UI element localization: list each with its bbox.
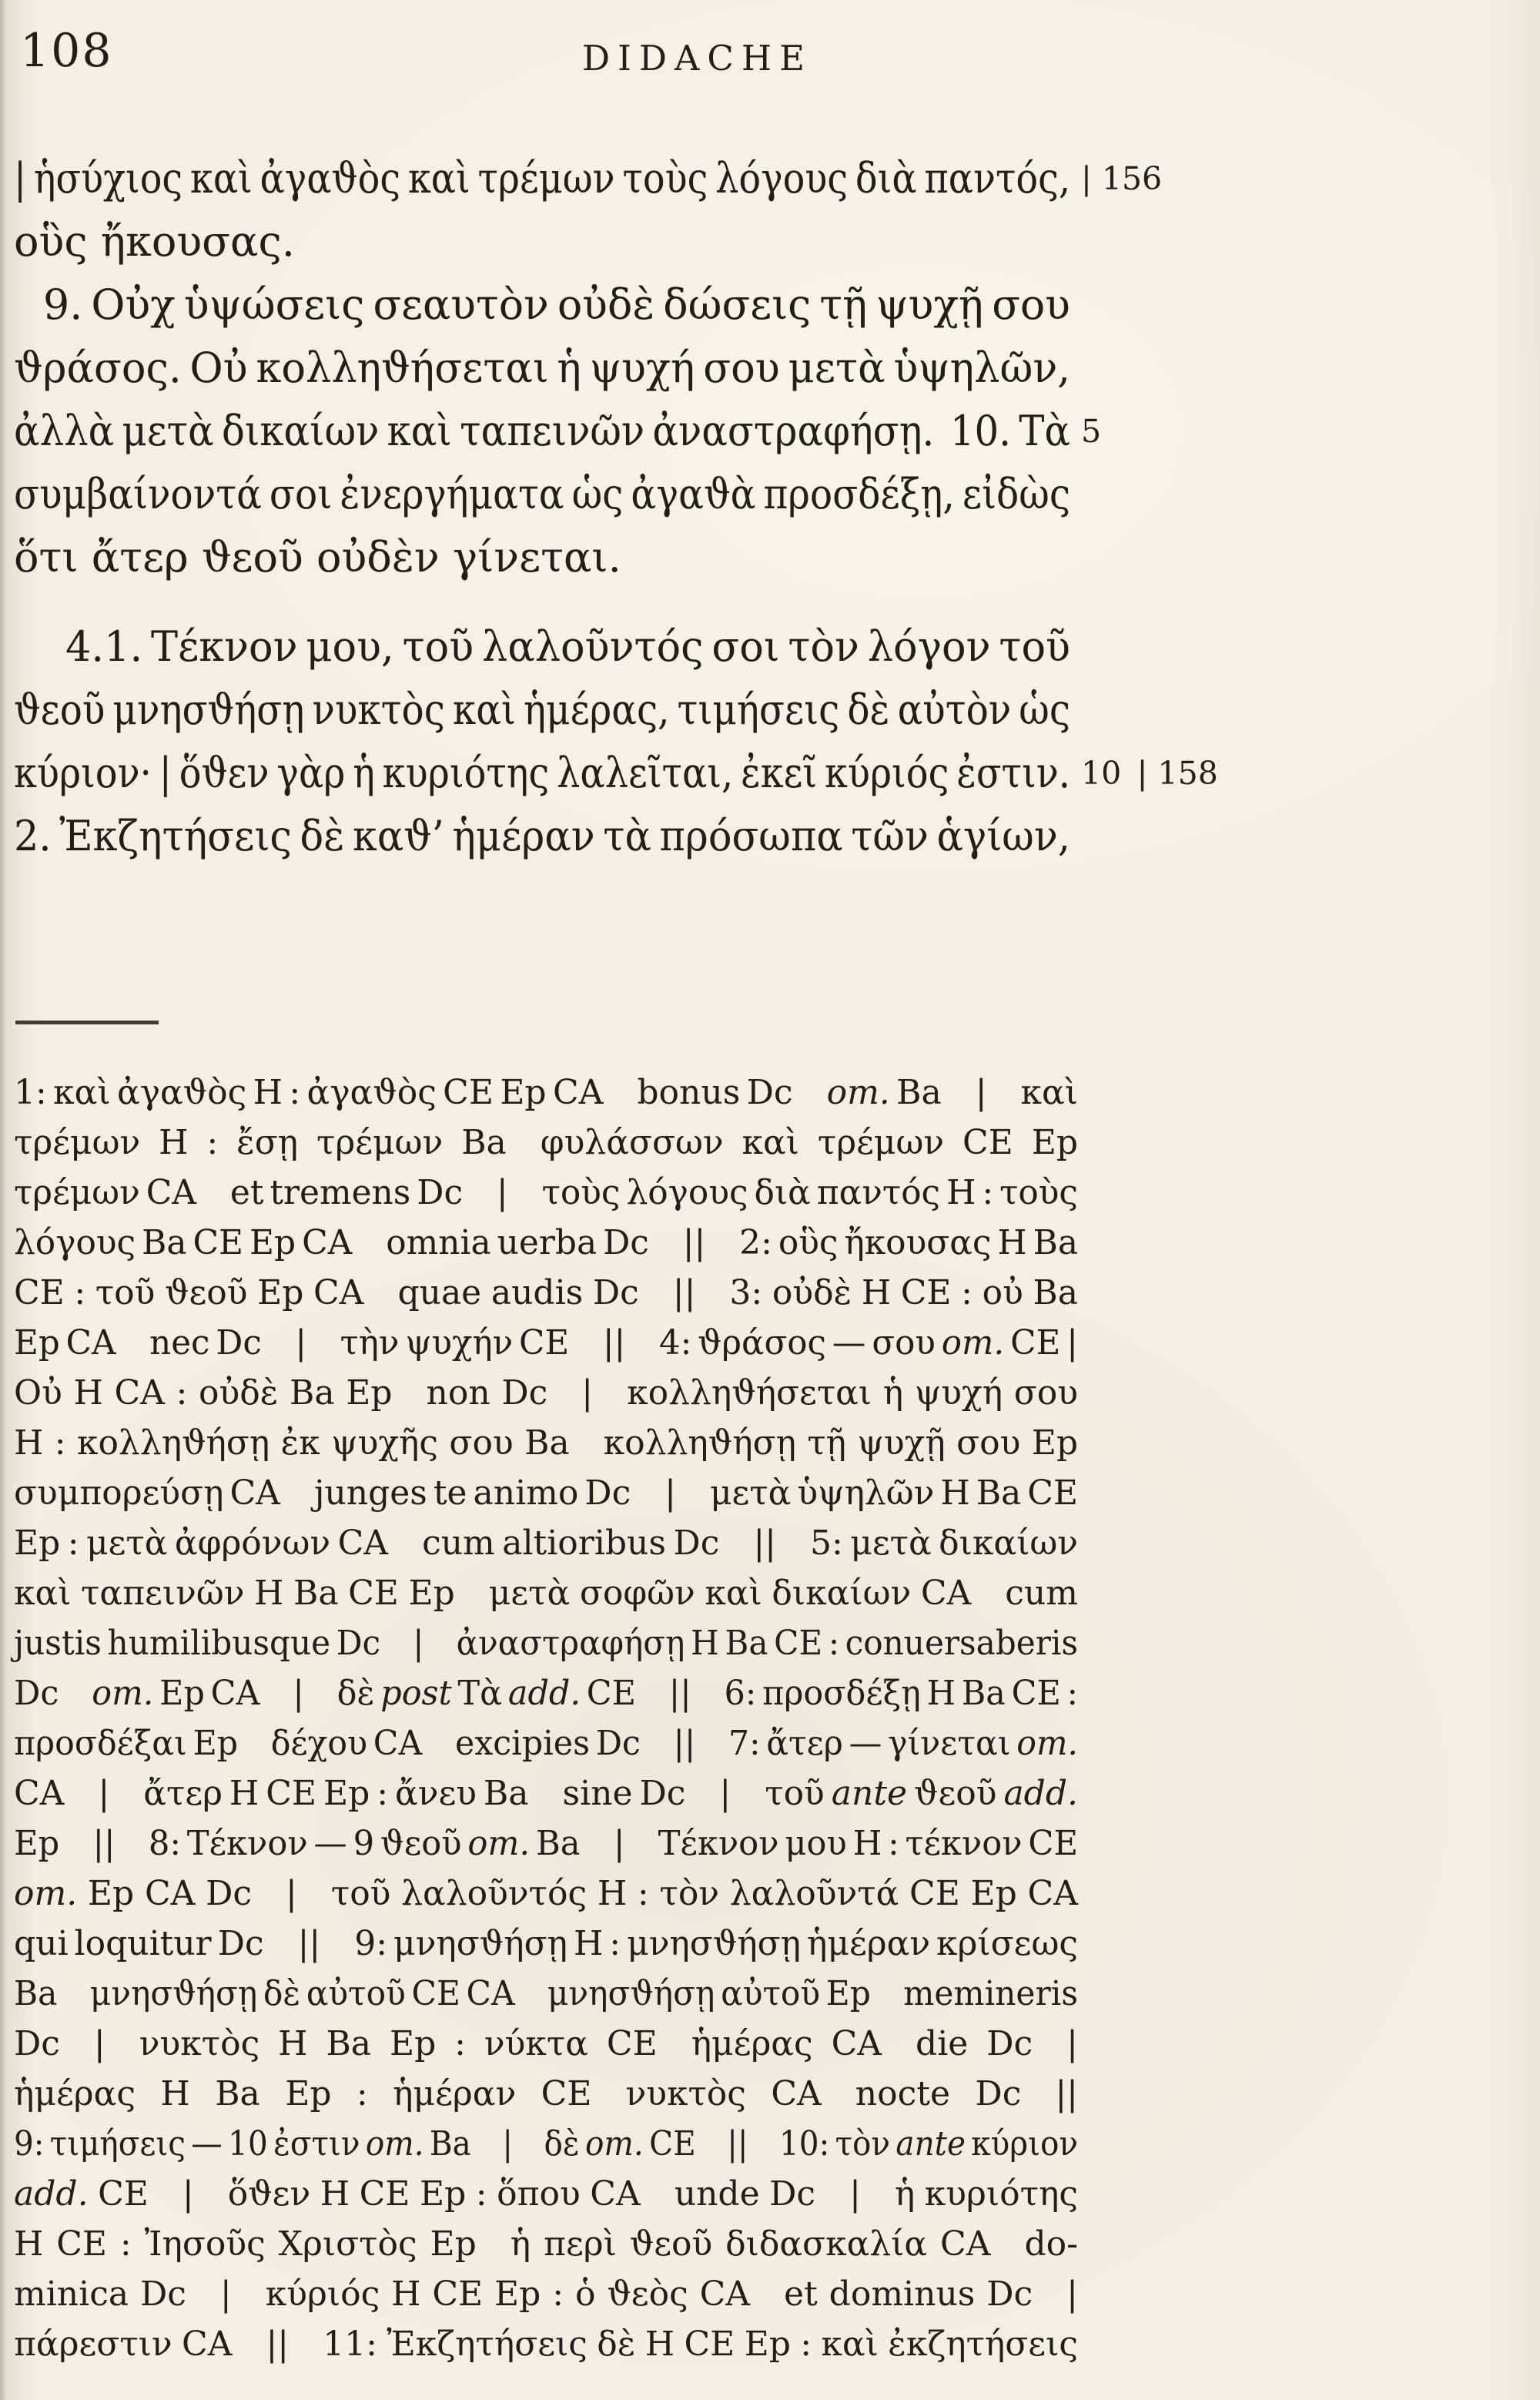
- apparatus-line: H CE : Ἰησοῦς Χριστὸς Ep ἡ περὶ ϑεοῦ διδασκαλία CA do-: [14, 2224, 1078, 2264]
- apparatus-line: Ep : μετὰ ἀφρόνων CA cum altioribus Dc || 5: μετὰ δικαίων: [14, 1523, 1078, 1563]
- apparatus-line: Dc | νυκτὸς H Ba Ep : νύκτα CE ἡμέρας CA die Dc |: [14, 2024, 1078, 2063]
- apparatus-line: Ba μνησϑήσῃ δὲ αὐτοῦ CE CA μνησϑήσῃ αὐτοῦ Ep memineris: [14, 1974, 1078, 2013]
- main-text: [14, 147, 1218, 868]
- margin-note: | 156: [1081, 160, 1163, 197]
- apparatus-line: 9: τιμήσεις — 10 ἐστιν om. Ba | δὲ om. CE || 10: τὸν ante κύριον: [14, 2124, 1078, 2164]
- apparatus-line: minica Dc | κύριός H CE Ep : ὁ ϑεὸς CA et dominus Dc |: [14, 2274, 1078, 2314]
- apparatus-line: προσδέξαι Ep δέχου CA excipies Dc || 7: ἄτερ — γίνεται om.: [14, 1724, 1078, 1763]
- text-line: ϑράσος. Οὐ κολληϑήσεται ἡ ψυχή σου μετὰ ὑψηλῶν,: [14, 344, 1070, 392]
- apparatus-line: τρέμων CA et tremens Dc | τοὺς λόγους διὰ παντός H : τοὺς: [14, 1173, 1078, 1212]
- apparatus-line: H : κολληϑήσῃ ἐκ ψυχῆς σου Ba κολληϑήσῃ τῇ ψυχῇ σου Ep: [14, 1423, 1078, 1463]
- apparatus-line: Οὐ H CA : οὐδὲ Ba Ep non Dc | κολληϑήσεται ἡ ψυχή σου: [14, 1373, 1078, 1413]
- text-line: 2. Ἐκζητήσεις δὲ καϑ’ ἡμέραν τὰ πρόσωπα τῶν ἁγίων,: [14, 812, 1070, 860]
- text-line: κύριον· | ὅϑεν γὰρ ἡ κυριότης λαλεῖται, ἐκεῖ κύριός ἐστιν. 10 | 158: [14, 742, 1070, 805]
- text-line: | ἡσύχιος καὶ ἀγαϑὸς καὶ τρέμων τοὺς λόγους διὰ παντός, | 156: [14, 147, 1070, 210]
- apparatus-line: qui loquitur Dc || 9: μνησϑήσῃ H : μνησϑήσῃ ἡμέραν κρίσεως: [14, 1924, 1078, 1963]
- apparatus-line: Dc om. Ep CA | δὲ post Τὰ add. CE || 6: προσδέξῃ H Ba CE :: [14, 1674, 1078, 1713]
- apparatus-line: ἡμέρας H Ba Ep : ἡμέραν CE νυκτὸς CA nocte Dc ||: [14, 2074, 1078, 2113]
- apparatus-line: πάρεστιν CA || 11: Ἐκζητήσεις δὲ H CE Ep : καὶ ἐκζητήσεις: [14, 2325, 1078, 2364]
- apparatus-line: Ep || 8: Τέκνον — 9 ϑεοῦ om. Ba | Τέκνον μου H : τέκνον CE: [14, 1824, 1078, 1863]
- text-line: ἀλλὰ μετὰ δικαίων καὶ ταπεινῶν ἀναστραφήσῃ. 10. Τὰ 5: [14, 400, 1070, 463]
- page-number: 108: [20, 24, 113, 78]
- apparatus-line: καὶ ταπεινῶν H Ba CE Ep μετὰ σοφῶν καὶ δικαίων CA cum: [14, 1574, 1078, 1613]
- margin-note: 5: [1081, 413, 1102, 450]
- text-line: οὓς ἤκουσας.: [14, 217, 295, 266]
- apparatus-line: Ep CA nec Dc | τὴν ψυχήν CE || 4: ϑράσος — σου om. CE |: [14, 1323, 1078, 1363]
- margin-note: 10 | 158: [1081, 755, 1218, 792]
- text-line: 4.1. Τέκνον μου, τοῦ λαλοῦντός σοι τὸν λόγον τοῦ: [65, 622, 1070, 671]
- apparatus-line: justis humilibusque Dc | ἀναστραφήσῃ H Ba CE : conuersaberis: [14, 1624, 1078, 1663]
- apparatus-line: om. Ep CA Dc | τοῦ λαλοῦντός H : τὸν λαλοῦντά CE Ep CA: [14, 1874, 1078, 1913]
- text-line: ϑεοῦ μνησϑήσῃ νυκτὸς καὶ ἡμέρας, τιμήσεις δὲ αὐτὸν ὡς: [14, 685, 1070, 734]
- apparatus-line: τρέμων H : ἔσῃ τρέμων Ba φυλάσσων καὶ τρέμων CE Ep: [14, 1123, 1078, 1162]
- text-line: 9. Οὐχ ὑψώσεις σεαυτὸν οὐδὲ δώσεις τῇ ψυχῇ σου: [43, 280, 1070, 329]
- text-line: ὅτι ἄτερ ϑεοῦ οὐδὲν γίνεται.: [14, 533, 621, 582]
- apparatus-separator-rule: [15, 1021, 159, 1024]
- scan-edge-shadow: [0, 0, 7, 2400]
- apparatus-line: λόγους Ba CE Ep CA omnia uerba Dc || 2: οὓς ἤκουσας H Ba: [14, 1223, 1078, 1262]
- apparatus-line: add. CE | ὅϑεν H CE Ep : ὅπου CA unde Dc | ἡ κυριότης: [14, 2174, 1078, 2214]
- apparatus-line: συμπορεύσῃ CA junges te animo Dc | μετὰ ὑψηλῶν H Ba CE: [14, 1473, 1078, 1513]
- text-line: συμβαίνοντά σοι ἐνεργήματα ὡς ἀγαϑὰ προσδέξῃ, εἰδὼς: [14, 470, 1070, 518]
- critical-apparatus: [14, 1068, 1078, 2369]
- running-head: DIDACHE: [582, 38, 812, 79]
- apparatus-line: 1: καὶ ἀγαϑὸς H : ἀγαϑὸς CE Ep CA bonus Dc om. Ba | καὶ: [14, 1073, 1078, 1112]
- apparatus-line: CA | ἄτερ H CE Ep : ἄνευ Ba sine Dc | τοῦ ante ϑεοῦ add.: [14, 1774, 1078, 1813]
- apparatus-line: CE : τοῦ ϑεοῦ Ep CA quae audis Dc || 3: οὐδὲ H CE : οὐ Ba: [14, 1273, 1078, 1312]
